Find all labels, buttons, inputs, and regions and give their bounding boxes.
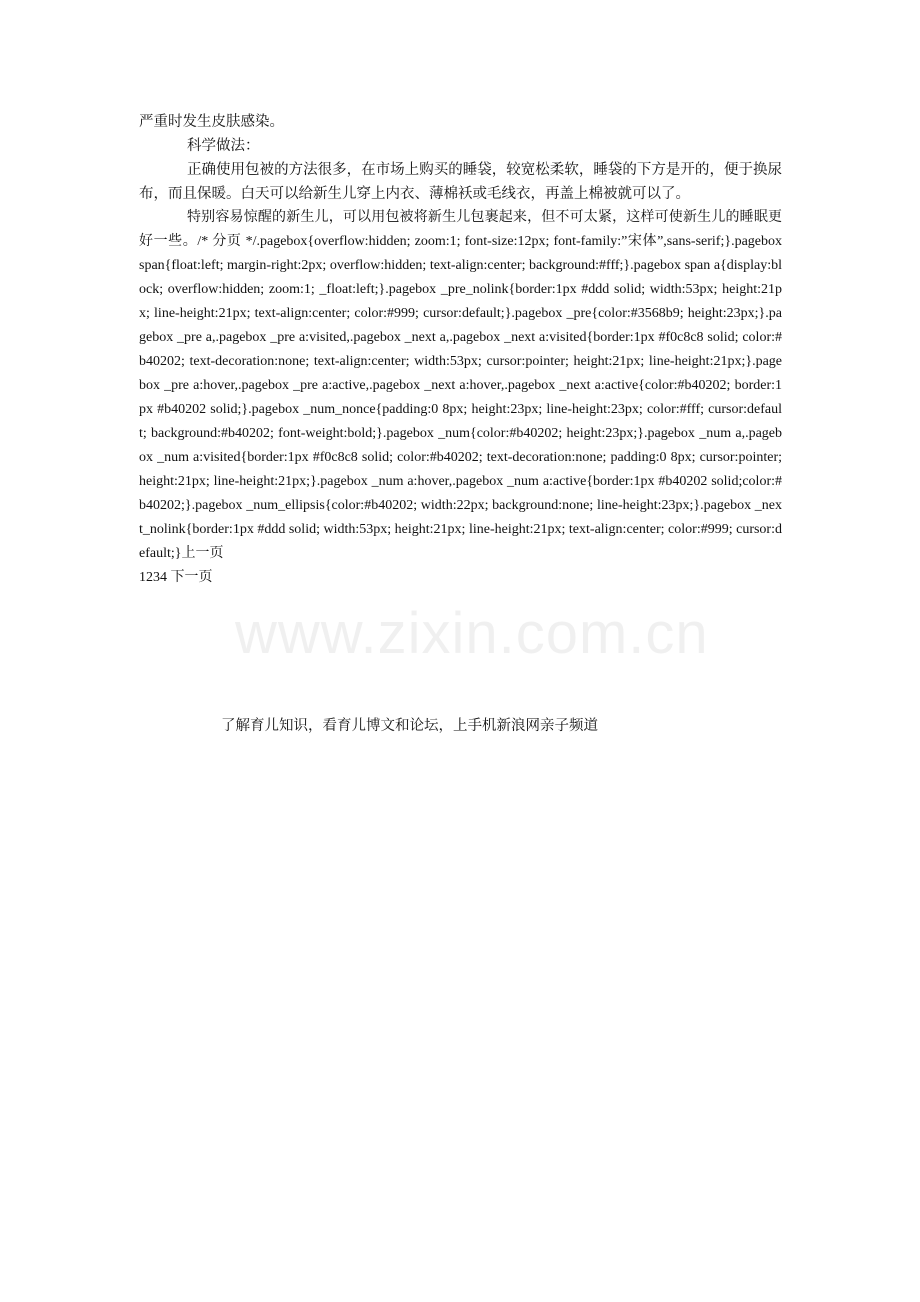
paragraph-easily-startled (139, 206, 782, 590)
text-line-skin-infection: 严重时发生皮肤感染。 (139, 114, 284, 130)
paragraph-easily-startled-text: 特别容易惊醒的新生儿，可以用包被将新生儿包裹起来，但不可太紧，这样可使新生儿的睡眠更好一些。 (139, 210, 782, 249)
section-heading-scientific-method: 科学做法： (187, 138, 260, 154)
next-page-link[interactable]: 下一页 (170, 570, 213, 585)
embedded-css-text: /* 分页 */.pagebox{overflow:hidden; zoom:1; font-size:12px; font-family:”宋体”,sans-serif;}.pagebox span{float:left; margin-right:2px; overflow:hidden; text-align:center; background:#fff;}.pagebox span a{display:block; overflow:hidden; zoom:1; _float:left;}.pagebox _pre_nolink{border:1px #ddd solid; width:53px; height:21px; line-height:21px; text-align:center; color:#999; cursor:default;}.pagebox _pre{color:#3568b9; height:23px;}.pagebox _pre a,.pagebox _pre a:visited,.pagebox _next a,.pagebox _next a:visited{border:1px #f0c8c8 solid; color:#b40202; text-decoration:none; text-align:center; width:53px; cursor:pointer; height:21px; line-height:21px;}.pagebox _pre a:hover,.pagebox _pre a:active,.pagebox _next a:hover,.pagebox _next a:active{color:#b40202; border:1px #b40202 solid;}.pagebox _num_nonce{padding:0 8px; height:23px; line-height:23px; color:#fff; cursor:default; background:#b40202; font-weight:bold;}.pagebox _num{color:#b40202; height:23px;}.pagebox _num a,.pagebox _num a:visited{border:1px #f0c8c8 solid; color:#b40202; text-decoration:none; padding:0 8px; cursor:pointer; height:21px; line-height:21px;}.pagebox _num a:hover,.pagebox _num a:active{border:1px #b40202 solid;color:#b40202;}.pagebox _num_ellipsis{color:#b40202; width:22px; background:none; line-height:23px;}.pagebox _next_nolink{border:1px #ddd solid; width:53px; height:21px; line-height:21px; text-align:center; color:#999; cursor:default;} (139, 234, 782, 561)
prev-page-link[interactable]: 上一页 (181, 546, 224, 561)
page-number-links[interactable]: 1234 (139, 570, 167, 585)
footer-promo-text[interactable]: 了解育儿知识，看育儿博文和论坛，上手机新浪网亲子频道 (221, 718, 598, 734)
article-body (139, 110, 782, 590)
watermark-text: www.zixin.com.cn (235, 601, 709, 666)
paragraph-swaddle-usage: 正确使用包被的方法很多，在市场上购买的睡袋，较宽松柔软，睡袋的下方是开的，便于换尿布，而且保暖。白天可以给新生儿穿上内衣、薄棉袄或毛线衣，再盖上棉被就可以了。 (139, 162, 782, 202)
